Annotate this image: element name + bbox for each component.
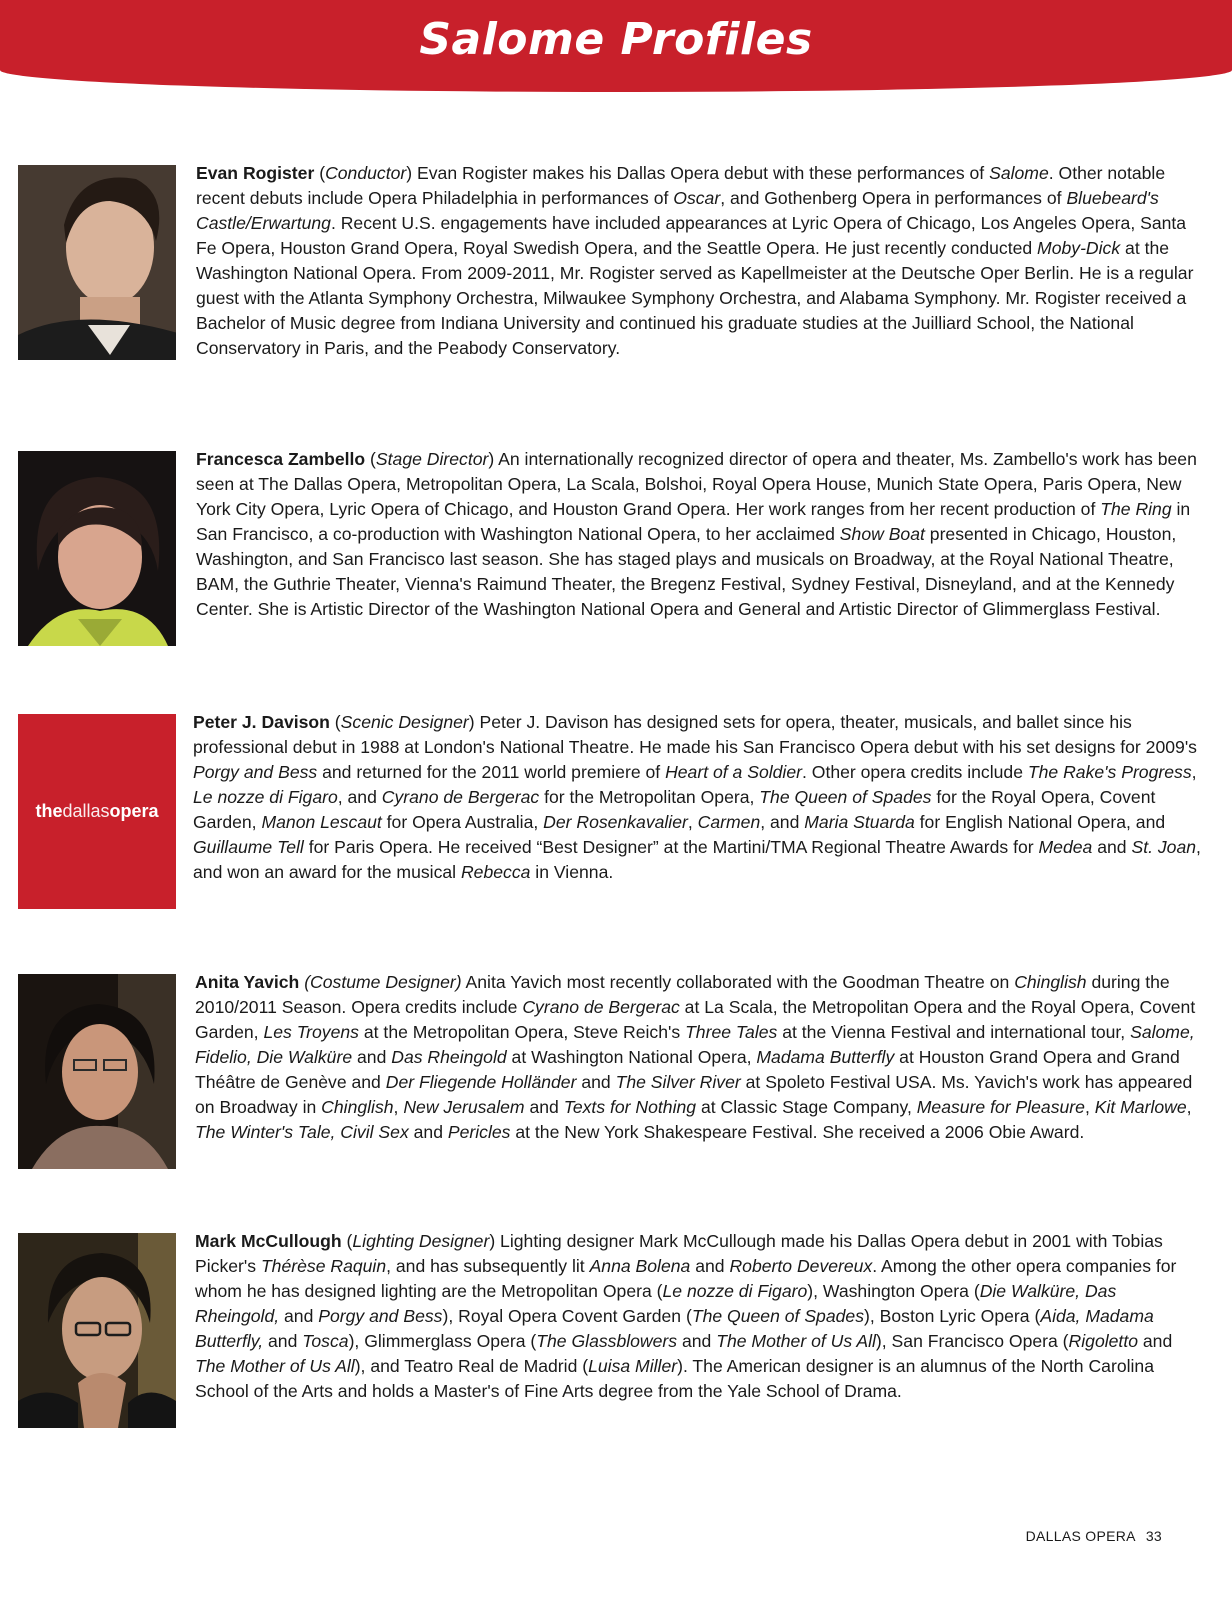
bio-italic-segment: Porgy and Bess [318, 1306, 443, 1326]
profile-name: Evan Rogister [196, 163, 315, 183]
bio-italic-segment: Guillaume Tell [193, 837, 304, 857]
bio-italic-segment: Manon Lescaut [261, 812, 382, 832]
bio-text-segment: ) Lighting designer Mark McCullough made his Dallas Opera debut in 2001 with Tobias Picker's [195, 1231, 1163, 1276]
bio-text-segment: in San Francisco, a co-production with Washington National Opera, to her acclaimed [196, 499, 1191, 544]
bio-italic-segment: The Mother of Us All [716, 1331, 876, 1351]
bio-text-segment: for Opera Australia, [381, 812, 544, 832]
bio-italic-segment: Aida, Madama Butterfly, [195, 1306, 1154, 1351]
bio-text-segment: at the Vienna Festival and international tour, [777, 1022, 1131, 1042]
profile-bio [195, 1229, 1205, 1404]
bio-italic-segment: Conductor [325, 163, 407, 183]
profile-name: Francesca Zambello [196, 449, 366, 469]
bio-italic-segment: (Costume Designer) [299, 972, 462, 992]
bio-text-segment: and [1092, 837, 1132, 857]
bio-italic-segment: Madama Butterfly [756, 1047, 895, 1067]
bio-italic-segment: Das Rheingold [391, 1047, 507, 1067]
bio-text-segment: and [690, 1256, 730, 1276]
bio-text-segment: ), Royal Opera Covent Garden ( [442, 1306, 692, 1326]
bio-text-segment: and [408, 1122, 448, 1142]
bio-text-segment: at Classic Stage Company, [696, 1097, 917, 1117]
bio-italic-segment: The Queen of Spades [759, 787, 932, 807]
bio-italic-segment: Moby-Dick [1037, 238, 1121, 258]
profile-bio [196, 447, 1206, 622]
bio-text-segment: ), San Francisco Opera ( [875, 1331, 1069, 1351]
bio-text-segment: ) An internationally recognized director of opera and theater, Ms. Zambello's work has been seen at The Dallas Opera, Metropolitan Opera, La Scala, Bolshoi, Royal Opera House, Munich State Opera, Paris Opera, New York City Opera, Lyric Opera of Chicago, and Houston Grand Opera. Her work ranges from her recent production of [196, 449, 1197, 519]
bio-italic-segment: Measure for Pleasure [916, 1097, 1085, 1117]
bio-italic-segment: Der Fliegende Holländer [385, 1072, 577, 1092]
bio-text-segment: presented in Chicago, Houston, Washington, and San Francisco last season. She has staged plays and musicals on Broadway, at the Royal National Theatre, BAM, the Guthrie Theater, Vienna's Raimund Theater, the Bregenz Festival, Sydney Festival, Disneyland, and at the Kennedy Center. She is Artistic Director of the Washington National Opera and General and Artistic Director of Glimmerglass Festival. [196, 524, 1177, 619]
bio-italic-segment: The Glassblowers [536, 1331, 678, 1351]
bio-text-segment: ( [341, 1231, 353, 1251]
dallas-opera-logo: the dallas opera [18, 714, 176, 909]
profile-bio [195, 970, 1205, 1145]
portrait-photo [18, 1233, 176, 1428]
bio-italic-segment: Texts for Nothing [563, 1097, 697, 1117]
bio-text-segment: and [576, 1072, 616, 1092]
bio-text-segment: , [1084, 1097, 1095, 1117]
bio-italic-segment: Lighting Designer [352, 1231, 490, 1251]
profile-bio [193, 710, 1203, 885]
bio-text-segment: ( [365, 449, 376, 469]
bio-text-segment: , and Gothenberg Opera in performances of [720, 188, 1067, 208]
portrait-photo [18, 451, 176, 646]
bio-text-segment: at the Washington National Opera. From 2009-2011, Mr. Rogister served as Kapellmeister at the Deutsche Oper Berlin. He is a regular guest with the Atlanta Symphony Orchestra, Milwaukee Symphony Orchestra, and Alabama Symphony. Mr. Rogister received a Bachelor of Music degree from Indiana University and continued his graduate studies at the Juilliard School, the National Conservatory in Paris, and the Peabody Conservatory. [196, 238, 1194, 358]
bio-text-segment: and [279, 1306, 319, 1326]
bio-italic-segment: Chinglish [321, 1097, 394, 1117]
bio-italic-segment: The Ring [1100, 499, 1172, 519]
bio-italic-segment: Die Walküre, Das Rheingold, [195, 1281, 1117, 1326]
bio-italic-segment: Rigoletto [1068, 1331, 1138, 1351]
bio-text-segment: ). The American designer is an alumnus of the North Carolina School of the Arts and holds a Master's of Fine Arts degree from the Yale School of Drama. [195, 1356, 1154, 1401]
bio-text-segment: . Recent U.S. engagements have included appearances at Lyric Opera of Chicago, Los Angeles Opera, Santa Fe Opera, Houston Grand Opera, Royal Swedish Opera, and the Seattle Opera. He just recently conducted [196, 213, 1187, 258]
bio-text-segment: ) Peter J. Davison has designed sets for opera, theater, musicals, and ballet since his professional debut in 1988 at London's National Theatre. He made his San Francisco Opera debut with his set designs for 2009's [193, 712, 1197, 757]
bio-text-segment: for Paris Opera. He received “Best Designer” at the Martini/TMA Regional Theatre Awards for [303, 837, 1039, 857]
page-title: Salome Profiles [419, 14, 813, 65]
bio-text-segment: at Washington National Opera, [506, 1047, 757, 1067]
bio-text-segment: and returned for the 2011 world premiere of [317, 762, 666, 782]
bio-text-segment: , and [760, 812, 805, 832]
bio-text-segment: and [677, 1331, 717, 1351]
bio-text-segment: and [263, 1331, 303, 1351]
portrait-photo [18, 974, 176, 1169]
bio-text-segment: ), Boston Lyric Opera ( [864, 1306, 1041, 1326]
bio-italic-segment: Le nozze di Figaro [662, 1281, 808, 1301]
bio-italic-segment: The Queen of Spades [691, 1306, 864, 1326]
bio-italic-segment: Medea [1038, 837, 1093, 857]
bio-text-segment: , [1191, 762, 1197, 782]
bio-italic-segment: Der Rosenkavalier [543, 812, 688, 832]
bio-text-segment: for the Metropolitan Opera, [539, 787, 760, 807]
bio-text-segment: during the 2010/2011 Season. Opera credits include [195, 972, 1170, 1017]
bio-italic-segment: Three Tales [685, 1022, 778, 1042]
bio-text-segment: for the Royal Opera, Covent Garden, [193, 787, 1156, 832]
bio-italic-segment: Le nozze di Figaro [193, 787, 338, 807]
profile-name: Anita Yavich [195, 972, 300, 992]
page-number: 33 [1145, 1528, 1162, 1544]
bio-italic-segment: Chinglish [1014, 972, 1087, 992]
bio-italic-segment: Kit Marlowe [1094, 1097, 1187, 1117]
bio-text-segment: for English National Opera, and [914, 812, 1166, 832]
bio-text-segment: ), and Teatro Real de Madrid ( [354, 1356, 589, 1376]
bio-text-segment: , and won an award for the musical [193, 837, 1201, 882]
bio-text-segment: ) Evan Rogister makes his Dallas Opera debut with these performances of [406, 163, 990, 183]
bio-italic-segment: Salome, Fidelio, Die Walküre [195, 1022, 1195, 1067]
bio-italic-segment: The Mother of Us All [195, 1356, 355, 1376]
bio-italic-segment: Show Boat [839, 524, 925, 544]
profile-name: Mark McCullough [195, 1231, 342, 1251]
bio-italic-segment: Tosca [302, 1331, 349, 1351]
bio-italic-segment: Roberto Devereux [729, 1256, 873, 1276]
bio-italic-segment: The Winter's Tale, Civil Sex [195, 1122, 409, 1142]
bio-italic-segment: Cyrano de Bergerac [381, 787, 540, 807]
bio-italic-segment: Carmen [697, 812, 761, 832]
page-footer [1026, 1528, 1162, 1544]
bio-text-segment: ), Glimmerglass Opera ( [348, 1331, 537, 1351]
bio-italic-segment: Anna Bolena [589, 1256, 691, 1276]
bio-italic-segment: Rebecca [460, 862, 531, 882]
bio-text-segment: . Among the other opera companies for whom he has designed lighting are the Metropolitan Opera ( [195, 1256, 1177, 1301]
bio-italic-segment: The Silver River [615, 1072, 741, 1092]
bio-text-segment: ( [329, 712, 341, 732]
bio-italic-segment: Stage Director [375, 449, 489, 469]
profile-bio [196, 161, 1206, 361]
bio-italic-segment: Heart of a Soldier [665, 762, 802, 782]
publication-name: DALLAS OPERA [1025, 1528, 1136, 1544]
bio-italic-segment: St. Joan [1131, 837, 1197, 857]
bio-text-segment: and [352, 1047, 392, 1067]
bio-text-segment: , and has subsequently lit [386, 1256, 590, 1276]
bio-text-segment: Anita Yavich most recently collaborated with the Goodman Theatre on [461, 972, 1015, 992]
bio-italic-segment: Les Troyens [263, 1022, 359, 1042]
bio-text-segment: , and [337, 787, 382, 807]
bio-italic-segment: Luisa Miller [588, 1356, 678, 1376]
bio-italic-segment: Scenic Designer [340, 712, 469, 732]
bio-text-segment: at La Scala, the Metropolitan Opera and the Royal Opera, Covent Garden, [195, 997, 1196, 1042]
bio-italic-segment: Pericles [447, 1122, 511, 1142]
bio-italic-segment: Maria Stuarda [804, 812, 915, 832]
bio-italic-segment: Thérèse Raquin [260, 1256, 387, 1276]
bio-italic-segment: Bluebeard's Castle/Erwartung [196, 188, 1159, 233]
bio-text-segment: at Spoleto Festival USA. Ms. Yavich's work has appeared on Broadway in [195, 1072, 1193, 1117]
bio-text-segment: at the Metropolitan Opera, Steve Reich's [358, 1022, 686, 1042]
bio-text-segment: . Other opera credits include [801, 762, 1028, 782]
bio-italic-segment: Oscar [673, 188, 721, 208]
bio-text-segment: in Vienna. [530, 862, 614, 882]
bio-italic-segment: The Rake's Progress [1027, 762, 1192, 782]
bio-italic-segment: Salome [989, 163, 1049, 183]
bio-text-segment: . Other notable recent debuts include Opera Philadelphia in performances of [196, 163, 1166, 208]
bio-text-segment: and [524, 1097, 564, 1117]
bio-italic-segment: Porgy and Bess [193, 762, 318, 782]
bio-text-segment: , [393, 1097, 404, 1117]
bio-text-segment: ), Washington Opera ( [807, 1281, 980, 1301]
bio-text-segment: at the New York Shakespeare Festival. She received a 2006 Obie Award. [510, 1122, 1085, 1142]
portrait-photo [18, 165, 176, 360]
bio-text-segment: ( [314, 163, 326, 183]
bio-italic-segment: New Jerusalem [403, 1097, 525, 1117]
profile-name: Peter J. Davison [193, 712, 330, 732]
bio-text-segment: and [1138, 1331, 1173, 1351]
bio-text-segment: , [687, 812, 698, 832]
bio-text-segment: , [1186, 1097, 1192, 1117]
bio-italic-segment: Cyrano de Bergerac [522, 997, 680, 1017]
bio-text-segment: at Houston Grand Opera and Grand Théâtre de Genève and [195, 1047, 1180, 1092]
